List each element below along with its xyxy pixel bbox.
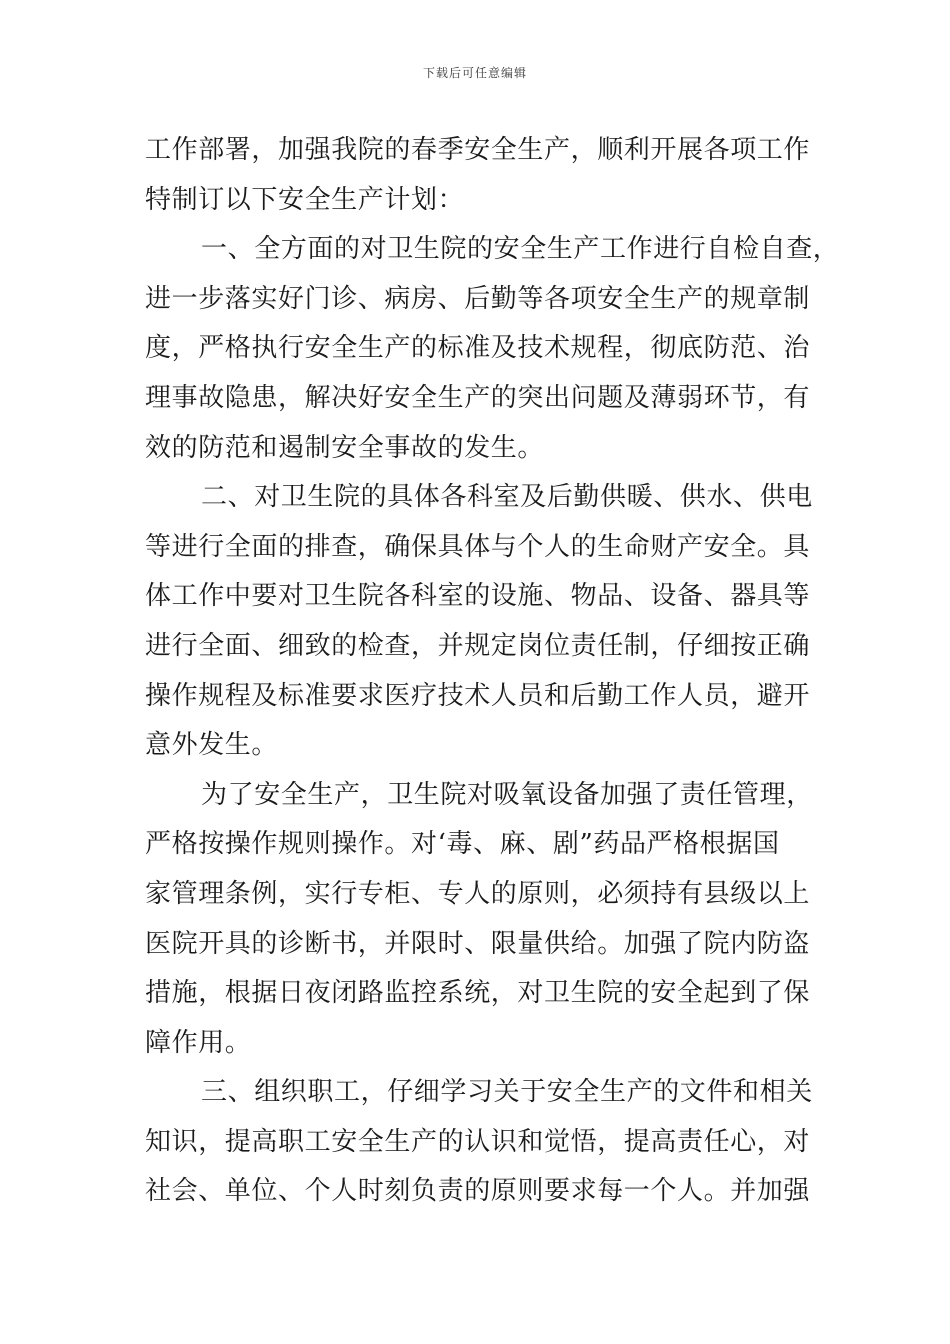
paragraph-line: 家管理条例，实行专柜、专人的原则，必须持有县级以上: [145, 878, 811, 909]
paragraph-line: 医院开具的诊断书，并限时、限量供给。加强了院内防盗: [145, 928, 811, 959]
paragraph-line: 特制订以下安全生产计划：: [145, 184, 465, 215]
paragraph-line: 障作用。: [145, 1027, 252, 1058]
paragraph-line: 度，严格执行安全生产的标准及技术规程，彻底防范、治: [145, 333, 811, 364]
paragraph-first-line: 一、全方面的对卫生院的安全生产工作进行自检自查，: [201, 234, 840, 265]
document-body: [145, 126, 840, 1217]
paragraph-line: 效的防范和遏制安全事故的发生。: [145, 432, 545, 463]
paragraph-line: 严格按操作规则操作。对‘毒、麻、剧”药品严格根据国: [145, 829, 780, 860]
paragraph-line: 进一步落实好门诊、病房、后勤等各项安全生产的规章制: [145, 283, 811, 314]
paragraph-line: 意外发生。: [145, 730, 279, 761]
paragraph-line: 操作规程及标准要求医疗技术人员和后勤工作人员，避开: [145, 680, 811, 711]
paragraph-line: 进行全面、细致的检查，并规定岗位责任制，仔细按正确: [145, 630, 811, 661]
paragraph-first-line: 为了安全生产，卫生院对吸氧设备加强了责任管理，: [201, 779, 813, 810]
header-note: 下载后可任意编辑: [422, 66, 527, 80]
paragraph-line: 理事故隐患，解决好安全生产的突出问题及薄弱环节，有: [145, 382, 811, 413]
paragraph-line: 知识，提高职工安全生产的认识和觉悟，提高责任心，对: [145, 1126, 811, 1157]
paragraph-first-line: 二、对卫生院的具体各科室及后勤供暖、供水、供电: [201, 482, 813, 513]
paragraph-line: 措施，根据日夜闭路监控系统，对卫生院的安全起到了保: [145, 978, 811, 1009]
paragraph-line: 工作部署，加强我院的春季安全生产，顺利开展各项工作: [145, 135, 811, 165]
paragraph-line: 社会、单位、个人时刻负责的原则要求每一个人。并加强: [145, 1176, 811, 1207]
paragraph-first-line: 三、组织职工，仔细学习关于安全生产的文件和相关: [201, 1077, 813, 1108]
paragraph-line: 等进行全面的排查，确保具体与个人的生命财产安全。具: [145, 531, 811, 562]
paragraph-line: 体工作中要对卫生院各科室的设施、物品、设备、器具等: [145, 581, 811, 612]
